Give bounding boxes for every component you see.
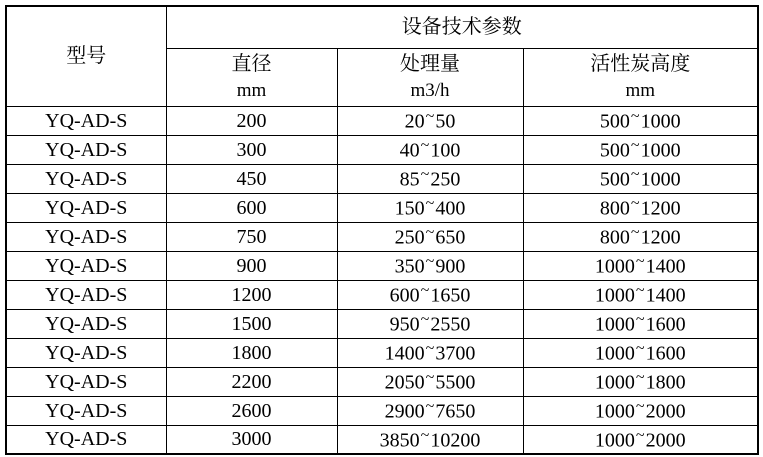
diameter-cell: 300 xyxy=(166,135,337,164)
tilde-separator: ~ xyxy=(425,223,435,241)
model-column-header: 型号 xyxy=(6,6,166,106)
equipment-spec-table xyxy=(5,5,759,455)
params-group-header: 设备技术参数 xyxy=(166,6,758,48)
carbon-height-cell: 1000~1600 xyxy=(523,309,758,338)
tilde-separator: ~ xyxy=(420,136,430,154)
capacity-cell: 3850~10200 xyxy=(337,425,523,454)
carbon-height-cell: 1000~1400 xyxy=(523,280,758,309)
carbon-height-column-header xyxy=(523,48,758,106)
table-row xyxy=(6,367,758,396)
tilde-separator: ~ xyxy=(635,252,645,270)
model-cell: YQ-AD-S xyxy=(6,164,166,193)
diameter-cell: 750 xyxy=(166,222,337,251)
capacity-column-unit: m3/h xyxy=(410,80,450,101)
diameter-cell: 1800 xyxy=(166,338,337,367)
carbon-height-cell: 500~1000 xyxy=(523,135,758,164)
tilde-separator: ~ xyxy=(425,252,435,270)
carbon-height-cell: 800~1200 xyxy=(523,193,758,222)
table-row xyxy=(6,338,758,367)
diameter-cell: 450 xyxy=(166,164,337,193)
diameter-cell: 1200 xyxy=(166,280,337,309)
carbon-height-column-unit: mm xyxy=(625,80,656,101)
table-row xyxy=(6,396,758,425)
diameter-cell: 200 xyxy=(166,106,337,135)
diameter-cell: 2200 xyxy=(166,367,337,396)
model-cell: YQ-AD-S xyxy=(6,367,166,396)
table-row xyxy=(6,280,758,309)
tilde-separator: ~ xyxy=(425,194,435,212)
tilde-separator: ~ xyxy=(635,281,645,299)
tilde-separator: ~ xyxy=(635,368,645,386)
carbon-height-cell: 1000~1400 xyxy=(523,251,758,280)
table-row xyxy=(6,251,758,280)
model-cell: YQ-AD-S xyxy=(6,135,166,164)
carbon-height-cell: 500~1000 xyxy=(523,106,758,135)
tilde-separator: ~ xyxy=(420,310,430,328)
table-row xyxy=(6,135,758,164)
tilde-separator: ~ xyxy=(425,107,435,125)
table-row xyxy=(6,425,758,454)
table-body xyxy=(6,106,758,454)
tilde-separator: ~ xyxy=(420,165,430,183)
diameter-column-header xyxy=(166,48,337,106)
carbon-height-column-label: 活性炭高度 xyxy=(590,53,691,75)
diameter-cell: 600 xyxy=(166,193,337,222)
tilde-separator: ~ xyxy=(425,339,435,357)
tilde-separator: ~ xyxy=(635,310,645,328)
diameter-cell: 3000 xyxy=(166,425,337,454)
carbon-height-cell: 1000~2000 xyxy=(523,425,758,454)
capacity-cell: 2900~7650 xyxy=(337,396,523,425)
carbon-height-cell: 1000~1600 xyxy=(523,338,758,367)
diameter-cell: 1500 xyxy=(166,309,337,338)
model-cell: YQ-AD-S xyxy=(6,193,166,222)
tilde-separator: ~ xyxy=(425,368,435,386)
capacity-cell: 350~900 xyxy=(337,251,523,280)
capacity-cell: 2050~5500 xyxy=(337,367,523,396)
tilde-separator: ~ xyxy=(630,107,640,125)
model-cell: YQ-AD-S xyxy=(6,280,166,309)
model-cell: YQ-AD-S xyxy=(6,425,166,454)
table-row xyxy=(6,106,758,135)
model-cell: YQ-AD-S xyxy=(6,251,166,280)
diameter-column-label: 直径 xyxy=(231,53,272,75)
tilde-separator: ~ xyxy=(420,281,430,299)
diameter-cell: 2600 xyxy=(166,396,337,425)
tilde-separator: ~ xyxy=(630,194,640,212)
model-cell: YQ-AD-S xyxy=(6,396,166,425)
capacity-column-label: 处理量 xyxy=(400,53,460,75)
tilde-separator: ~ xyxy=(635,426,645,444)
model-cell: YQ-AD-S xyxy=(6,338,166,367)
carbon-height-cell: 1000~1800 xyxy=(523,367,758,396)
capacity-cell: 950~2550 xyxy=(337,309,523,338)
capacity-column-header xyxy=(337,48,523,106)
table-row xyxy=(6,222,758,251)
carbon-height-cell: 1000~2000 xyxy=(523,396,758,425)
table-row xyxy=(6,193,758,222)
tilde-separator: ~ xyxy=(425,397,435,415)
carbon-height-cell: 500~1000 xyxy=(523,164,758,193)
table-row xyxy=(6,164,758,193)
model-cell: YQ-AD-S xyxy=(6,222,166,251)
tilde-separator: ~ xyxy=(630,223,640,241)
table-row xyxy=(6,309,758,338)
tilde-separator: ~ xyxy=(630,136,640,154)
carbon-height-cell: 800~1200 xyxy=(523,222,758,251)
tilde-separator: ~ xyxy=(630,165,640,183)
diameter-column-unit: mm xyxy=(236,80,267,101)
diameter-cell: 900 xyxy=(166,251,337,280)
capacity-cell: 250~650 xyxy=(337,222,523,251)
capacity-cell: 20~50 xyxy=(337,106,523,135)
capacity-cell: 85~250 xyxy=(337,164,523,193)
tilde-separator: ~ xyxy=(635,339,645,357)
capacity-cell: 600~1650 xyxy=(337,280,523,309)
tilde-separator: ~ xyxy=(635,397,645,415)
header-row-top xyxy=(6,6,758,48)
capacity-cell: 150~400 xyxy=(337,193,523,222)
tilde-separator: ~ xyxy=(420,426,430,444)
capacity-cell: 40~100 xyxy=(337,135,523,164)
model-cell: YQ-AD-S xyxy=(6,309,166,338)
model-cell: YQ-AD-S xyxy=(6,106,166,135)
capacity-cell: 1400~3700 xyxy=(337,338,523,367)
